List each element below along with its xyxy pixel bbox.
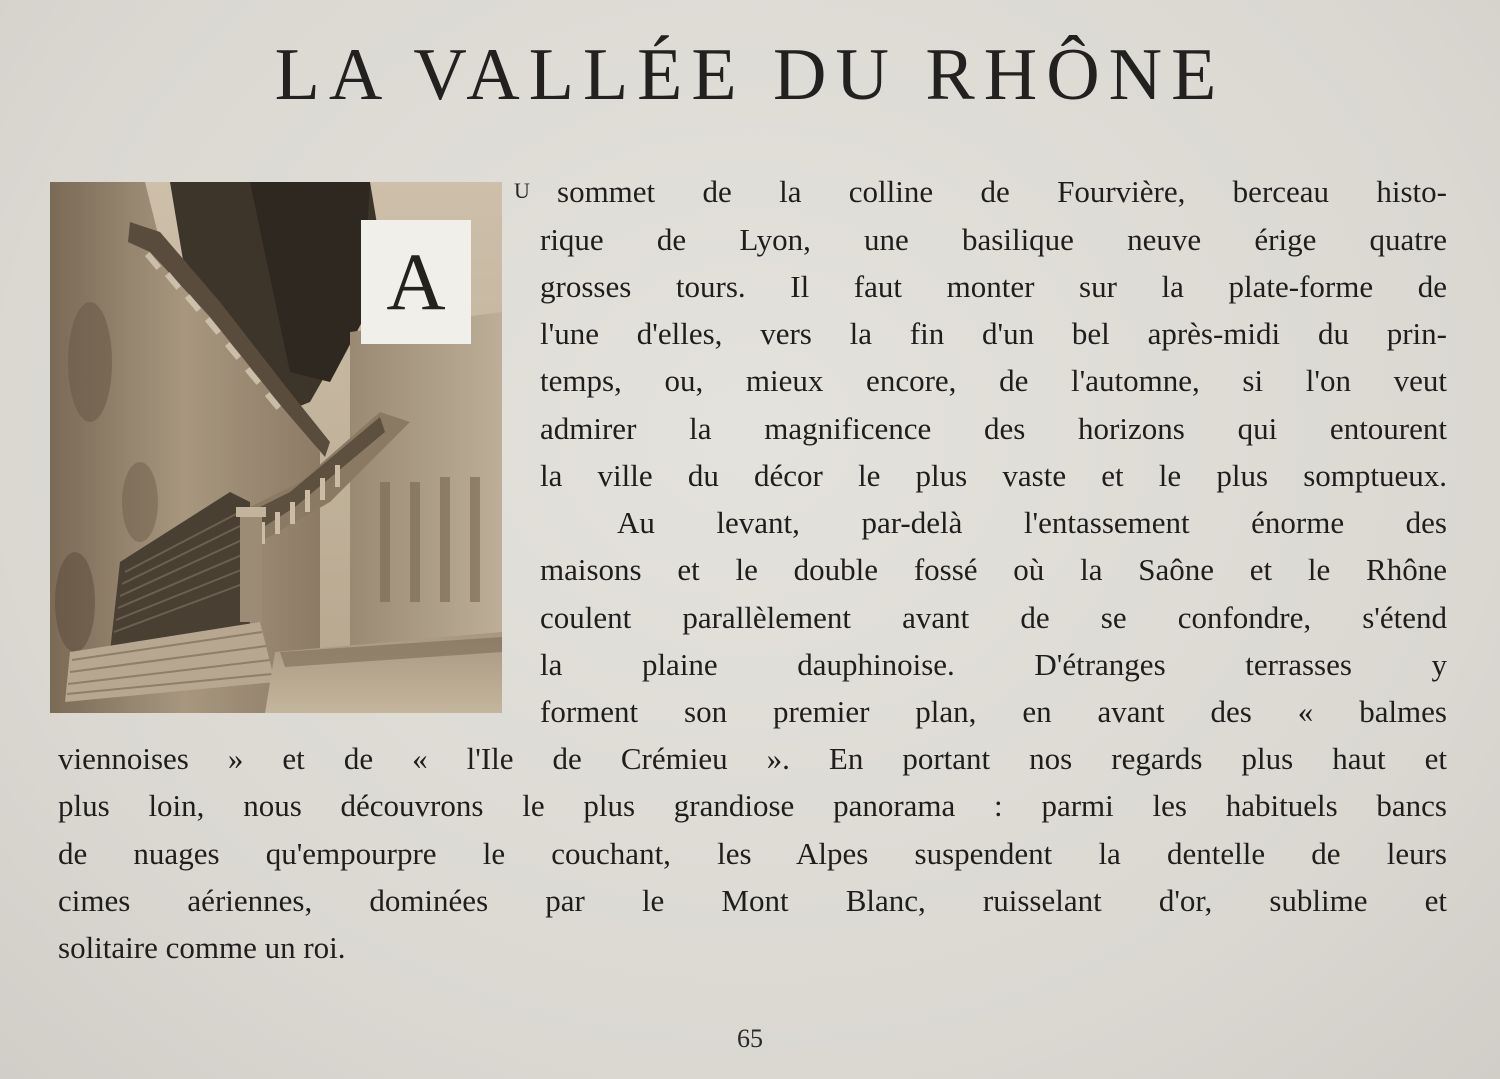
text-line: temps, ou, mieux encore, de l'automne, si l'on veut [540,363,1447,398]
text-line: plus loin, nous découvrons le plus grandiose panorama : parmi les habituels bancs [58,788,1447,823]
text-line: Au levant, par-delà l'entassement énorme des [617,505,1447,540]
drop-cap-letter: A [386,236,446,327]
text-line: maisons et le double fossé où la Saône et le Rhône [540,552,1447,587]
text-line: rique de Lyon, une basilique neuve érige quatre [540,222,1447,257]
drop-cap [361,220,471,344]
text-line: viennoises » et de « l'Ile de Crémieu ». En portant nos regards plus haut et [58,741,1447,776]
page-number: 65 [737,1024,763,1053]
text-line: cimes aériennes, dominées par le Mont Blanc, ruisselant d'or, sublime et [58,883,1447,918]
text-line: coulent parallèlement avant de se confondre, s'étend [540,600,1447,635]
text-line: la ville du décor le plus vaste et le plus somptueux. [540,458,1447,493]
text-line: grosses tours. Il faut monter sur la plate-forme de [540,269,1447,304]
page-title: LA VALLÉE DU RHÔNE [274,34,1226,116]
text-line: forment son premier plan, en avant des « balmes [540,694,1447,729]
text-line: de nuages qu'empourpre le couchant, les Alpes suspendent la dentelle de leurs [58,836,1447,871]
text-line: la plaine dauphinoise. D'étranges terrasses y [540,647,1447,682]
drop-cap-continuation: U [514,178,531,203]
text-line: sommet de la colline de Fourvière, berceau histo- [557,174,1447,209]
text-line-last: solitaire comme un roi. [58,930,346,965]
text-line: l'une d'elles, vers la fin d'un bel après-midi du prin- [540,316,1447,351]
text-line: admirer la magnificence des horizons qui entourent [540,411,1447,446]
